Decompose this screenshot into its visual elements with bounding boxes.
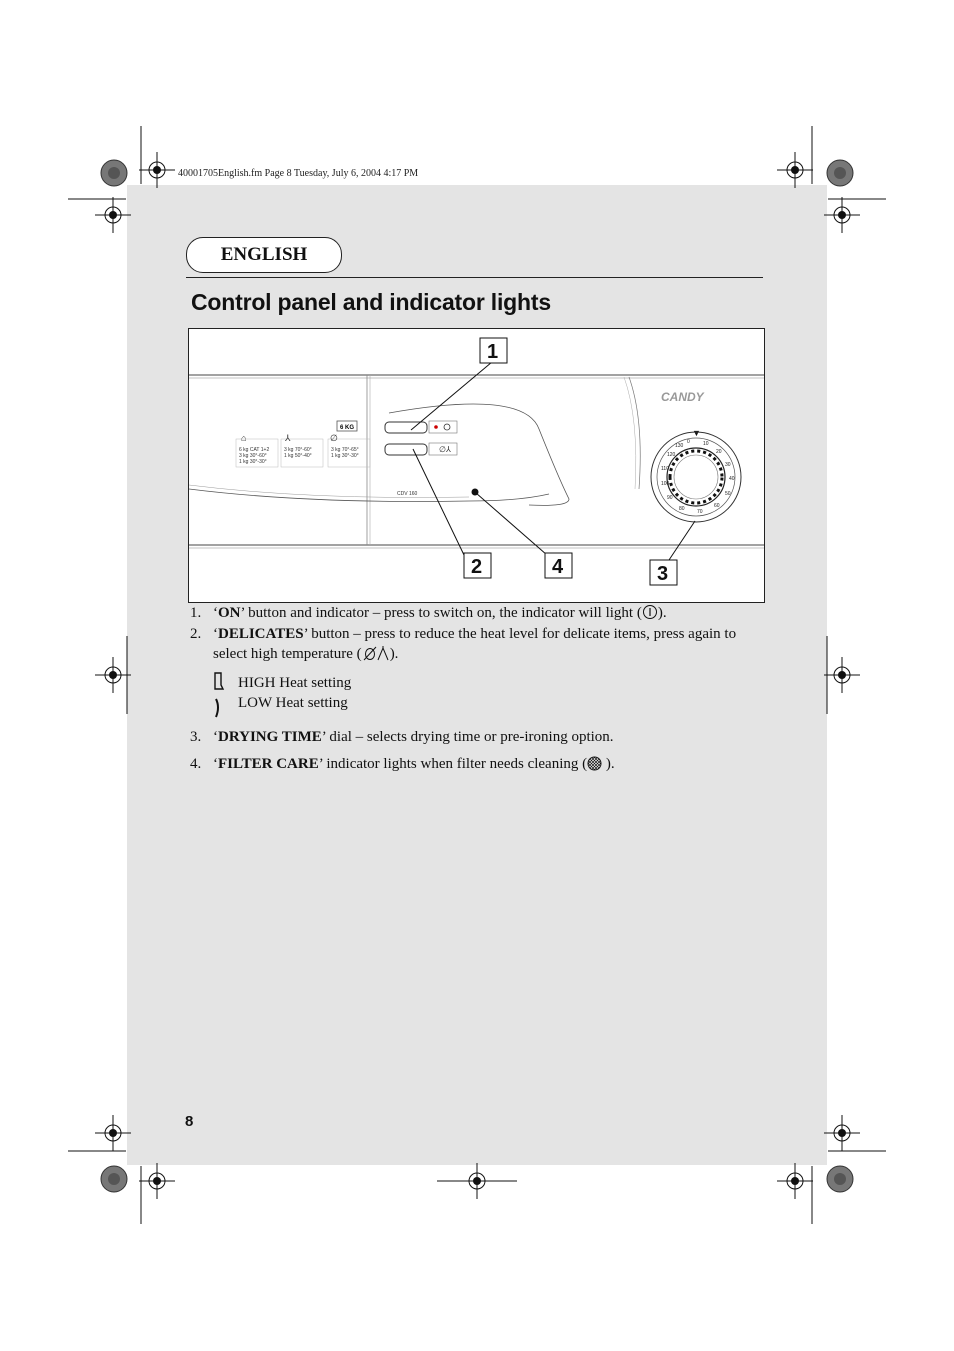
- low-heat-label: LOW Heat setting: [238, 695, 348, 711]
- callout-4: 4: [552, 556, 564, 578]
- item-description: ’ button and indicator – press to switch on, the indicator will light (: [240, 605, 642, 621]
- header-rule: [186, 277, 763, 278]
- filter-icon: [587, 756, 602, 771]
- svg-text:⅄: ⅄: [285, 433, 291, 443]
- svg-text:50: 50: [725, 491, 731, 497]
- item-number: 2.: [190, 626, 202, 642]
- high-heat-label: HIGH Heat setting: [238, 675, 352, 691]
- capacity-label: 6 KG: [340, 425, 355, 431]
- svg-text:10: 10: [703, 441, 709, 447]
- svg-text:3 kg 70°-65°: 3 kg 70°-65°: [331, 447, 359, 453]
- item-name: DRYING TIME: [218, 729, 322, 745]
- callout-3: 3: [657, 563, 669, 585]
- item-end: ).: [602, 756, 615, 772]
- page-number: 8: [185, 1113, 194, 1130]
- svg-text:∅⅄: ∅⅄: [439, 445, 451, 454]
- file-header: 40001705English.fm Page 8 Tuesday, July 6, 2004 4:17 PM: [178, 168, 419, 179]
- svg-text:90: 90: [667, 495, 673, 501]
- item-number: 3.: [190, 729, 202, 745]
- svg-text:6 kg CAT 1+2: 6 kg CAT 1+2: [239, 447, 270, 453]
- item-number: 1.: [190, 605, 202, 621]
- svg-text:20: 20: [716, 449, 722, 455]
- svg-text:▼: ▼: [692, 428, 701, 438]
- brand-logo: CANDY: [661, 390, 704, 404]
- item-name: DELICATES: [218, 626, 304, 642]
- power-indicator-icon: [642, 604, 658, 620]
- item-text: ‘FILTER CARE’ indicator lights when filter needs cleaning ( ).: [213, 756, 615, 772]
- svg-text:1 kg 30°-30°: 1 kg 30°-30°: [331, 453, 359, 459]
- item-description: ’ button – press to reduce the heat level for delicate items, press again to select high temperature (: [213, 626, 737, 662]
- svg-text:3 kg 30°-60°: 3 kg 30°-60°: [239, 453, 267, 459]
- svg-text:1 kg 50°-40°: 1 kg 50°-40°: [284, 453, 312, 459]
- item-number: 4.: [190, 756, 202, 772]
- svg-text:100: 100: [661, 481, 670, 487]
- item-end: ).: [389, 646, 399, 662]
- control-panel-figure: [188, 328, 765, 603]
- svg-text:60: 60: [714, 503, 720, 509]
- item-text: ‘ON’ button and indicator – press to switch on, the indicator will light ( ).: [213, 605, 667, 621]
- on-button-drawing: [385, 422, 427, 433]
- delicates-symbol-icon: [362, 645, 390, 661]
- control-panel-drawing: [189, 329, 764, 602]
- language-label: ENGLISH: [186, 237, 342, 273]
- model-label: CDV 160: [397, 491, 418, 497]
- svg-text:1 kg 30°-30°: 1 kg 30°-30°: [239, 459, 267, 465]
- high-heat-button-icon: [213, 671, 225, 691]
- svg-text:70: 70: [697, 509, 703, 515]
- item-name: ON: [218, 605, 241, 621]
- drying-time-dial-drawing: [651, 428, 741, 522]
- svg-text:40: 40: [729, 476, 735, 482]
- svg-text:130: 130: [675, 443, 684, 449]
- svg-text:⌂: ⌂: [241, 433, 247, 443]
- page-title: Control panel and indicator lights: [191, 289, 551, 315]
- item-text: ‘DRYING TIME’ dial – selects drying time or pre-ironing option.: [213, 729, 614, 745]
- svg-text:0: 0: [687, 439, 690, 445]
- item-end: ).: [657, 605, 667, 621]
- low-heat-button-icon: [213, 697, 225, 719]
- item-description: ’ indicator lights when filter needs cleaning (: [318, 756, 588, 772]
- callout-2: 2: [471, 556, 483, 578]
- svg-text:80: 80: [679, 506, 685, 512]
- item-name: FILTER CARE: [218, 756, 319, 772]
- svg-text:∅: ∅: [330, 433, 338, 443]
- svg-text:110: 110: [661, 466, 669, 472]
- delicates-button-drawing: [385, 444, 427, 455]
- svg-text:30: 30: [725, 462, 731, 468]
- callout-1: 1: [487, 341, 499, 363]
- svg-text:120: 120: [667, 452, 676, 458]
- item-text: ‘DELICATES’ button – press to reduce the heat level for delicate items, press again to select high temperature ( ).: [213, 626, 737, 662]
- svg-text:3 kg 70°-60°: 3 kg 70°-60°: [284, 447, 312, 453]
- item-description: ’ dial – selects drying time or pre-ironing option.: [321, 729, 614, 745]
